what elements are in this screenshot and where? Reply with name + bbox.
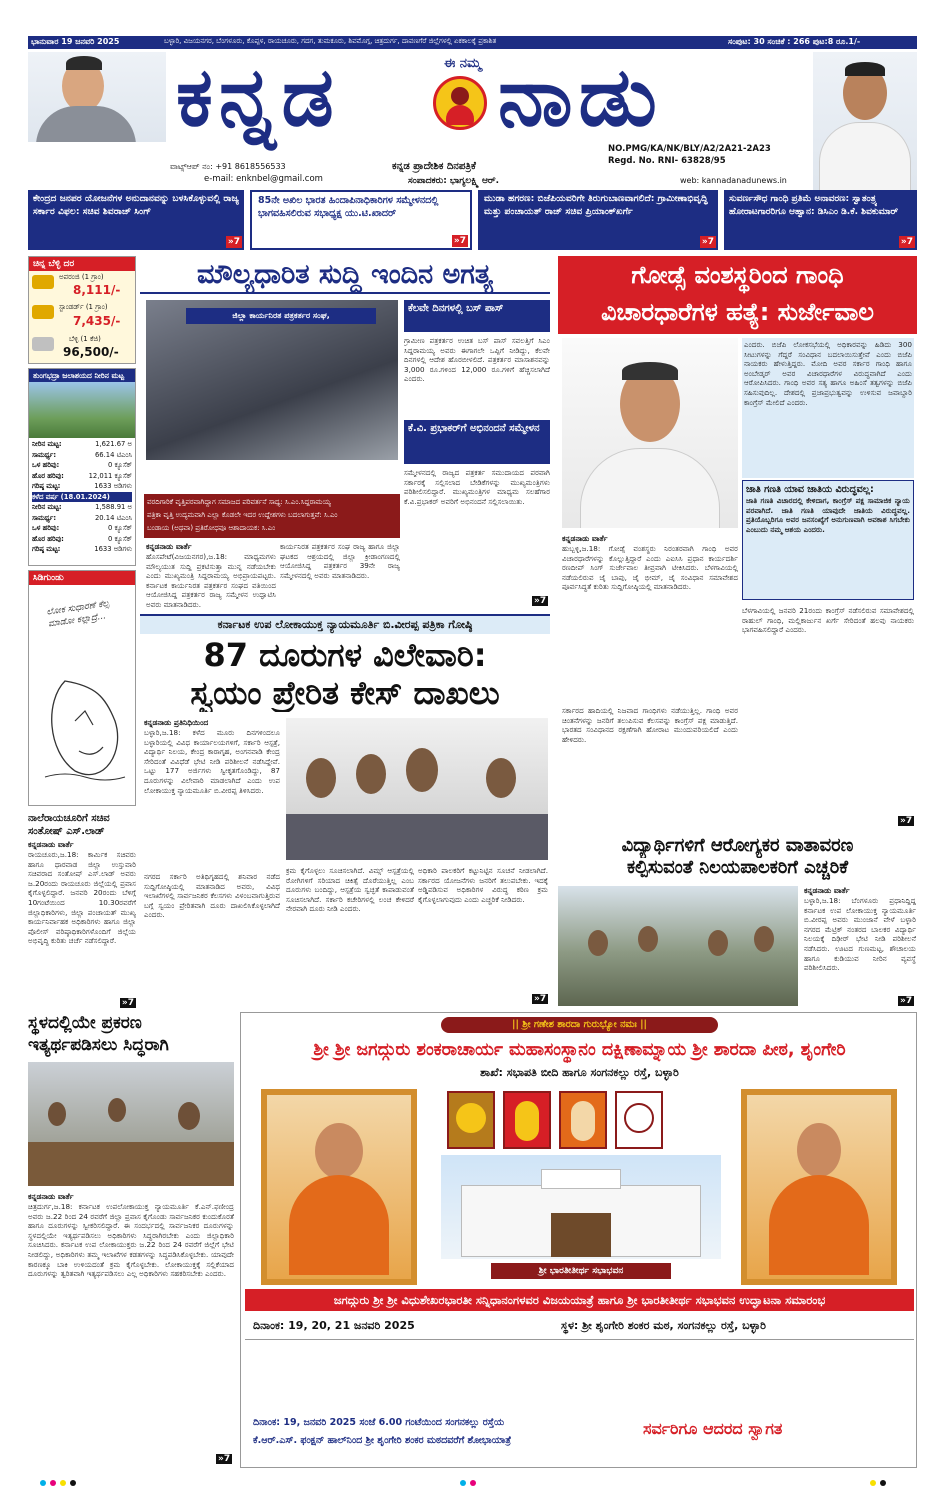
dam-row-label: ಹೊರ ಹರಿವು: — [32, 471, 64, 480]
story-1-bullet-3: ಬಂಡಾಯ (ಅಥವಾ) ಪ್ರತಿರೋಧವೂ ಆಶಾದಾಯಕ: ಸಿ.ಎಂ — [147, 524, 276, 532]
story-1-photo-banner: ಜಿಲ್ಲಾ ಕಾರ್ಯನಿರತ ಪತ್ರಕರ್ತರ ಸಂಘ, — [186, 308, 376, 324]
story-1-body-1: ಹೊಸಪೇಟೆ(ವಿಜಯನಗರ),ಜ.18: ಮಾಧ್ಯಮಗಳು ಮೌಲ್ಯಯುತ ಸುದ್ದಿ ಪ್ರಕಟಿಸುತ್ತಾ ಮುನ್ನ ನಡೆಯಬೇಕು ಎಂದು ಮುಖ್ಯಮಂತ್ರಿ ಸಿದ್ದರಾಮಯ್ಯ ಅಭಿಪ್ರಾಯಪಟ್ಟರು. ಕರ್ನಾಟಕ ಕಾರ್ಯನಿರತ ಪತ್ರಕರ್ತರ ಸಂಘದ ವತಿಯಿಂದ ಆಯೋಜಿಸಿದ್ದ ಪತ್ರಕರ್ತರ ರಾಜ್ಯ ಸಮ್ಮೇಳನ ಉದ್ಘಾಟಿಸಿ ಅವರು ಮಾತನಾಡಿದರು. — [146, 552, 276, 608]
story-5 — [28, 1012, 234, 1468]
story-1-bullet-1: ವರದಿಗಾರಿಕೆ ವೃತ್ತಿಪರವಾಗಿದ್ದಾಗ ಸಮಾಜದ ಪರಿವರ್ತನೆ ಸಾಧ್ಯ: ಸಿ.ಎಂ.ಸಿದ್ದರಾಮಯ್ಯ — [147, 498, 331, 506]
teaser-1-text: ಕೇಂದ್ರದ ಜನಪರ ಯೋಜನೆಗಳ ಅನುದಾನವನ್ನು ಬಳಸಿಕೊಳ್ಳುವಲ್ಲಿ ರಾಜ್ಯ ಸರ್ಕಾರ ವಿಫಲ: ಸಚಿವ ಶಿವರಾಜ್ ಸಿಂಗ್ — [33, 193, 239, 217]
registration-line: NO.PMG/KA/NK/BLY/A2/2A21-2A23 — [608, 144, 771, 154]
rni-number: Regd. No. RNI- 63828/95 — [608, 156, 726, 166]
dam-row — [32, 460, 132, 471]
gold-rate-title: ಚಿನ್ನ ಬೆಳ್ಳಿ ದರ — [29, 257, 135, 271]
teaser-1-more[interactable]: »7 — [227, 236, 240, 247]
story-2-byline: ಕನ್ನಡನಾಡು ವಾರ್ತೆ — [562, 534, 608, 543]
dam-row-label: ಒಳ ಹರಿವು: — [32, 524, 60, 532]
ad-portrait-right — [741, 1089, 897, 1285]
story-3-headline-2: ಸ್ವಯಂ ಪ್ರೇರಿತ ಕೇಸ್ ದಾಖಲು — [190, 674, 500, 712]
cartoon-box — [28, 570, 136, 806]
left-sidebar — [28, 256, 136, 1008]
teaser-row — [28, 190, 917, 252]
masthead-title-right: ನಾಡು — [498, 49, 663, 145]
ad-branch: ಶಾಖೆ: ಸಭಾಪತಿ ಬೀದಿ ಹಾಗೂ ಸಂಗನಕಲ್ಲು ರಸ್ತೆ, ಬಳ್ಳಾರಿ — [480, 1066, 679, 1079]
story-4-headline-2: ಕಲ್ಪಿಸುವಂತೆ ನಿಲಯಪಾಲಕರಿಗೆ ಎಚ್ಚರಿಕೆ — [626, 857, 849, 878]
gold1-price: 8,111/- — [73, 283, 121, 297]
side-story-more[interactable]: »7 — [121, 998, 134, 1008]
story-4 — [558, 834, 917, 1008]
gold-coin-icon — [32, 275, 54, 289]
top-strip — [28, 36, 917, 49]
story-4-body: ಬಳ್ಳಾರಿ,ಜ.18: ಬೆಂಗಳೂರು ಪ್ರಧಾನಿದ್ದಿದ್ದ ಕರ್ನಾಟಕ ಉಪ ಲೋಕಾಯುಕ್ತ ನ್ಯಾಯಮೂರ್ತಿ ಬಿ.ವೀರಪ್ಪ ಅವರು ಮುಂಜಾನೆ ವೇಳೆ ಬಳ್ಳಾರಿ ನಗರದ ಮೆಟ್ರಿಕ್ ನಂತರದ ಬಾಲಕರ ವಿದ್ಯಾರ್ಥಿ ನಿಲಯಕ್ಕೆ ದಿಢೀರ್ ಭೇಟಿ ನೀಡಿ ಪರಿಶೀಲನೆ ನಡೆಸಿದರು. ಊಟದ ಗುಣಮಟ್ಟ, ಶೌಚಾಲಯ ಹಾಗೂ ಕುಡಿಯುವ ನೀರಿನ ವ್ಯವಸ್ಥೆ ಪರಿಶೀಲಿಸಿದರು. — [804, 896, 916, 973]
dam-photo — [29, 382, 135, 438]
cartoon-title: ಸಿಡಿಗುಂಡು — [29, 571, 135, 585]
story-2-body-2: ಸರ್ಕಾರದ ಹಾದಿಯಲ್ಲಿ ನಿಜವಾದ ಗಾಂಧಿಗಳು ನಡೆಯುತ್ತಿಲ್ಲ. ಗಾಂಧಿ ಅವರ ಚಿಂತನೆಗಳನ್ನು ಜನರಿಗೆ ತಲುಪಿಸುವ ಕೆಲಸವನ್ನು ಕಾಂಗ್ರೆಸ್ ಪಕ್ಷ ಮಾಡುತ್ತಿದೆ. ಭಾರತದ ಸಂವಿಧಾನದ ರಕ್ಷಣೆಗಾಗಿ ಹೋರಾಟ ಮುಂದುವರಿಯಲಿದೆ ಎಂದು ಹೇಳಿದರು. — [562, 706, 738, 744]
dam-row-label: ನೀರಿನ ಮಟ್ಟ: — [32, 440, 62, 448]
ad-procession-route: ಕೆ.ಆರ್.ಎಸ್. ಫಂಕ್ಷನ್ ಹಾಲ್‌ನಿಂದ ಶ್ರೀ ಶೃಂಗೇರಿ ಶಂಕರ ಮಠದವರೆಗೆ ಶೋಭಾಯಾತ್ರೆ — [253, 1435, 512, 1446]
ad-top-line: || ಶ್ರೀ ಗಣೇಶ ಶಾರದಾ ಗುರುಭ್ಯೋ ನಮಃ || — [441, 1017, 718, 1033]
teaser-2[interactable] — [250, 190, 472, 250]
dam-row — [32, 450, 132, 461]
ad-coin-frame-icon — [447, 1091, 495, 1149]
story-1-bullets — [144, 494, 400, 538]
teaser-2-more[interactable]: »7 — [453, 235, 466, 246]
dam-row-label: ಕಳೆದ ವರ್ಷ (18.01.2024) — [32, 492, 110, 501]
dam-row — [32, 439, 132, 450]
story-2-headline-1: ಗೋಡ್ಸೆ ವಂಶಸ್ಥರಿಂದ ಗಾಂಧಿ — [631, 261, 844, 289]
gold-bar-icon — [32, 305, 54, 319]
story-3-photo — [286, 718, 548, 860]
dam-row — [32, 502, 132, 513]
story-1-sub1-body: ಗ್ರಾಮೀಣ ಪತ್ರಕರ್ತರ ಉಚಿತ ಬಸ್ ಪಾಸ್ ಸವಲತ್ತಿಗೆ ಸಿಎಂ ಸಿದ್ದರಾಮಯ್ಯ ಅವರು ಈಗಾಗಲೇ ಒಪ್ಪಿಗೆ ನೀಡಿದ್ದು, ಕೆಲವೇ ದಿನಗಳಲ್ಲಿ ಆದೇಶ ಹೊರಬೀಳಲಿದೆ. ಪತ್ರಕರ್ತರ ಮಾಸಾಶನವನ್ನು 3,000 ರೂ.ಗಳಿಂದ 12,000 ರೂ.ಗಳಿಗೆ ಹೆಚ್ಚಿಸಲಾಗಿದೆ ಎಂದರು. — [404, 336, 550, 384]
gold-rate-box — [28, 256, 136, 364]
ad-portrait-left — [261, 1089, 417, 1285]
story-3-more[interactable]: »7 — [534, 994, 547, 1004]
silver-bar-icon — [32, 337, 54, 351]
story-1-headline: ಮೌಲ್ಯಧಾರಿತ ಸುದ್ದಿ ಇಂದಿನ ಅಗತ್ಯ — [140, 256, 550, 294]
teaser-3-text: ಮುಡಾ ಹಗರಣ: ಬಿಜೆಪಿಯವರಿಗೇ ತಿರುಗುಬಾಣವಾಗಲಿದೆ: ಗ್ರಾಮೀಣಾಭಿವೃದ್ಧಿ ಮತ್ತು ಪಂಚಾಯತ್ ರಾಜ್ ಸಚಿವ ಪ್ರಿಯಾಂಕ್‌ಖರ್ಗೆ — [484, 193, 708, 217]
bhuvaneshwari-emblem-icon — [433, 76, 487, 130]
story-5-more[interactable]: »7 — [218, 1454, 231, 1464]
story-1-body-2: ಕಾರ್ಯನಿರತ ಪತ್ರಕರ್ತರ ಸಂಘ ರಾಜ್ಯ ಹಾಗೂ ಜಿಲ್ಲಾ ಘಟಕದ ಆಶ್ರಯದಲ್ಲಿ ಜಿಲ್ಲಾ ಕ್ರೀಡಾಂಗಣದಲ್ಲಿ ಆಯೋಜಿಸಿದ್ದ ಪತ್ರಕರ್ತರ 39ನೇ ರಾಜ್ಯ ಸಮ್ಮೇಳನದಲ್ಲಿ ಅವರು ಮಾತನಾಡಿದರು. — [280, 542, 400, 580]
issue-date: ಭಾನುವಾರ 19 ಜನವರಿ 2025 — [31, 37, 120, 46]
dam-data-table — [29, 438, 135, 556]
story-3-headline-1: 87 ದೂರುಗಳ ವಿಲೇವಾರಿ: — [203, 636, 487, 674]
whatsapp-number: ವಾಟ್ಸ್ಆಪ್ ನಂ: +91 8618556533 — [170, 162, 286, 171]
ad-venue: ಸ್ಥಳ: ಶ್ರೀ ಶೃಂಗೇರಿ ಶಂಕರ ಮಠ, ಸಂಗನಕಲ್ಲು ರಸ್ತೆ, ಬಳ್ಳಾರಿ — [561, 1319, 766, 1332]
masthead-title-small: ಈ ನಮ್ಮ — [444, 56, 482, 71]
dam-row-value: 66.14 ಟಿಎಂಸಿ — [94, 450, 132, 459]
dam-row — [32, 534, 132, 545]
ad-procession-date: ದಿನಾಂಕ: 19, ಜನವರಿ 2025 ಸಂಜೆ 6.00 ಗಂಟೆಯಿಂದ ಸಂಗನಕಲ್ಲು ರಸ್ತೆಯ — [253, 1417, 505, 1428]
tagline: ಕನ್ನಡ ಪ್ರಾದೇಶಿಕ ದಿನಪತ್ರಿಕೆ — [392, 161, 476, 172]
dam-row-value: 1,621.67 ಅ — [95, 440, 132, 448]
dam-row-label: ಒಳ ಹರಿವು: — [32, 461, 60, 469]
side-story-byline: ಕನ್ನಡನಾಡು ವಾರ್ತೆ — [28, 840, 74, 849]
story-1-photo — [146, 300, 398, 460]
teaser-1[interactable] — [28, 190, 244, 250]
story-3-body-4: ಅಧಿಕಾರಿ ಪಾಲಕರಿಗೆ ಕಟ್ಟುನಿಟ್ಟಿನ ಸೂಚನೆ ನೀಡಲಾಗಿದೆ. ಸರ್ಕಾರದ ಯೋಜನೆಗಳು ಜನರಿಗೆ ತಲುಪಬೇಕು. ಇದಕ್ಕೆ ಅಡ್ಡಿಪಡಿಸುವ ಅಧಿಕಾರಿಗಳ ವಿರುದ್ಧ ಕಠಿಣ ಕ್ರಮ ಕೈಗೊಳ್ಳಲಾಗುವುದು ಎಂದು ಎಚ್ಚರಿಕೆ ನೀಡಿದರು. — [418, 866, 548, 904]
silver-label: ಬೆಳ್ಳಿ (1 ಕೆಜಿ) — [69, 335, 101, 343]
dam-row-value: 0 ಕ್ಯೂಸೆಕ್ — [108, 524, 132, 532]
dam-row-label: ಗರಿಷ್ಠ ಮಟ್ಟ: — [32, 482, 61, 490]
teaser-4-more[interactable]: »7 — [900, 236, 913, 247]
dam-row-value: 1633 ಅಡಿಗಳು — [94, 545, 132, 553]
story-2-box-body: ಜಾತಿ ಗಣತಿ ವಿಚಾರದಲ್ಲಿ ಕೇಳಿದಾಗ, ಕಾಂಗ್ರೆಸ್ ಪಕ್ಷ ಸಾಮಾಜಿಕ ನ್ಯಾಯ ಪರವಾಗಿದೆ. ಜಾತಿ ಗಣತಿ ಯಾವುದೇ ಜಾತಿಯ ವಿರುದ್ಧವಲ್ಲ. ಪ್ರತಿಯೊಬ್ಬರಿಗೂ ಅವರ ಜನಸಂಖ್ಯೆಗೆ ಅನುಗುಣವಾಗಿ ಅವಕಾಶ ಸಿಗಬೇಕು ಎಂಬುದು ನಮ್ಮ ಆಶಯ ಎಂದರು. — [746, 496, 910, 534]
story-2-body-3: ಬೆಳಗಾವಿಯಲ್ಲಿ ಜನವರಿ 21ರಂದು ಕಾಂಗ್ರೆಸ್ ನಡೆಸಲಿರುವ ಸಮಾವೇಶದಲ್ಲಿ ರಾಹುಲ್ ಗಾಂಧಿ, ಮಲ್ಲಿಕಾರ್ಜುನ ಖರ್ಗೆ ಸೇರಿದಂತೆ ಹಲವು ನಾಯಕರು ಭಾಗವಹಿಸಲಿದ್ದಾರೆ ಎಂದರು. — [742, 606, 914, 635]
story-3-body-2: ನಗರದ ಸರ್ಕಾರಿ ಅತಿಥಿಗೃಹದಲ್ಲಿ ಶನಿವಾರ ನಡೆದ ಸುದ್ದಿಗೋಷ್ಠಿಯಲ್ಲಿ ಮಾತನಾಡಿದ ಅವರು, ವಿವಿಧ ಇಲಾಖೆಗಳಲ್ಲಿ ಸಾರ್ವಜನಿಕರ ಕೆಲಸಗಳು ವಿಳಂಬವಾಗುತ್ತಿರುವ ಬಗ್ಗೆ ಸ್ವಯಂ ಪ್ರೇರಿತವಾಗಿ ದೂರು ದಾಖಲಿಸಿಕೊಳ್ಳಲಾಗಿದೆ ಎಂದರು. — [144, 872, 280, 920]
cartoon-caption: ಲೋಕ ಸುಧಾರಣೆ ಕೆಲ್ಸ ಮಾಡೋ ಕಲ್ಲಾದ್ರೆ... — [45, 598, 110, 630]
ad-building-caption: ಶ್ರೀ ಭಾರತೀತೀರ್ಥ ಸಭಾಭವನ — [491, 1263, 671, 1279]
story-2-photo — [562, 338, 738, 528]
story-5-byline: ಕನ್ನಡನಾಡು ವಾರ್ತೆ — [28, 1192, 74, 1201]
dam-row-value: 0 ಕ್ಯೂಸೆಕ್ — [108, 534, 132, 543]
teaser-3-more[interactable]: »7 — [701, 236, 714, 247]
dam-row-label: ಸಾಮರ್ಥ್ಯ: — [32, 513, 57, 522]
dam-row-value: 1633 ಅಡಿಗಳು — [94, 482, 132, 490]
story-2-headline-2: ವಿಚಾರಧಾರೆಗಳ ಹತ್ಯೆ: ಸುರ್ಜೇವಾಲ — [601, 298, 874, 326]
dam-row-value: 0 ಕ್ಯೂಸೆಕ್ — [108, 461, 132, 469]
dam-row — [32, 544, 132, 555]
story-1-more[interactable]: »7 — [534, 596, 547, 606]
dam-row — [32, 523, 132, 534]
story-4-photo — [558, 886, 798, 1006]
ad-dates: ದಿನಾಂಕ: 19, 20, 21 ಜನವರಿ 2025 — [253, 1319, 415, 1332]
side-story-body: ರಾಯಚೂರು,ಜ.18: ಕಾರ್ಮಿಕ ಸಚಿವರು ಹಾಗೂ ಧಾರವಾಡ ಜಿಲ್ಲಾ ಉಸ್ತುವಾರಿ ಸಚಿವರಾದ ಸಂತೋಷ್ ಎಸ್.ಲಾಡ್ ಅವರು ಜ.20ರಂದು ರಾಯಚೂರು ಜಿಲ್ಲೆಯಲ್ಲಿ ಪ್ರವಾಸ ಕೈಗೊಳ್ಳಲಿದ್ದಾರೆ. ಜನವರಿ 20ರಂದು ಬೆಳಿಗ್ಗೆ 10ಗಂಟೆಯಿಂದ 10.30ರವರೆಗೆ ಜಿಲ್ಲಾಧಿಕಾರಿಗಳು, ಜಿಲ್ಲಾ ಪಂಚಾಯತ್ ಮುಖ್ಯ ಕಾರ್ಯನಿರ್ವಾಹಕ ಅಧಿಕಾರಿಗಳು ಹಾಗೂ ಜಿಲ್ಲಾ ಪೊಲೀಸ್ ವರಿಷ್ಠಾಧಿಕಾರಿಗಳೊಂದಿಗೆ ಜಿಲ್ಲೆಯ ಅಭಿವೃದ್ಧಿ ಕುರಿತು ಚರ್ಚೆ ನಡೆಸಲಿದ್ದಾರೆ. — [28, 850, 136, 946]
story-3 — [140, 614, 550, 1008]
email-address: e-mail: enknbel@gmail.com — [204, 174, 323, 184]
story-1-bullet-2: ಪತ್ರಿಕಾ ವೃತ್ತಿ ಉದ್ಯಮವಾಗಿ ಎಲ್ಲಾ ಕೊಡಲೇ ಇದರ ಉದ್ದೇಶಗಳು ಬದಲಾಗುತ್ತವೆ: ಸಿ.ಎಂ — [147, 511, 338, 519]
right-portrait — [813, 52, 917, 192]
story-4-headline-1: ವಿದ್ಯಾರ್ಥಿಗಳಿಗೆ ಆರೋಗ್ಯಕರ ವಾತಾವರಣ — [621, 835, 854, 856]
dam-row — [32, 492, 132, 503]
story-3-body-3: ಕ್ರಮ ಕೈಗೊಳ್ಳಲು ಸೂಚಿಸಲಾಗಿದೆ. ವಿಮ್ಸ್ ಆಸ್ಪತ್ರೆಯಲ್ಲಿ ರೋಗಿಗಳಿಗೆ ಸರಿಯಾದ ಚಿಕಿತ್ಸೆ ದೊರೆಯುತ್ತಿಲ್ಲ ಎಂಬ ದೂರುಗಳು ಬಂದಿದ್ದು, ಆಸ್ಪತ್ರೆಯ ಸ್ವಚ್ಛತೆ ಕಾಪಾಡುವಂತೆ ಸೂಚಿಸಲಾಗಿದೆ. ಸರ್ಕಾರಿ ಕಚೇರಿಗಳಲ್ಲಿ ಲಂಚ ಕೇಳಿದರೆ ನೇರವಾಗಿ ದೂರು ನೀಡಿ ಎಂದರು. — [286, 866, 414, 914]
dam-title: ತುಂಗಭದ್ರಾ ಜಲಾಶಯದ ನೀರಿನ ಮಟ್ಟ — [29, 369, 135, 382]
story-1-sub2-body: ಸಮ್ಮೇಳನದಲ್ಲಿ ರಾಜ್ಯದ ಪತ್ರಕರ್ತ ಸಮುದಾಯದ ಪರವಾಗಿ ಸರ್ಕಾರಕ್ಕೆ ಸಲ್ಲಿಸಲಾದ ಬೇಡಿಕೆಗಳನ್ನು ಮುಖ್ಯಮಂತ್ರಿಗಳು ಪರಿಶೀಲಿಸಲಿದ್ದಾರೆ. ಮುಖ್ಯಮಂತ್ರಿಗಳ ಮಾಧ್ಯಮ ಸಲಹೆಗಾರ ಕೆ.ವಿ.ಪ್ರಭಾಕರ್ ಅವರಿಗೆ ಅಭಿನಂದನೆ ಸಲ್ಲಿಸಲಾಯಿತು. — [404, 468, 550, 506]
story-3-kicker: ಕರ್ನಾಟಕ ಉಪ ಲೋಕಾಯುಕ್ತ ನ್ಯಾಯಮೂರ್ತಿ ಬಿ.ವೀರಪ್ಪ ಪತ್ರಿಕಾ ಗೋಷ್ಠಿ — [140, 614, 550, 634]
silver-price: 96,500/- — [63, 345, 119, 359]
story-2-side-body: ಎಂದರು. ಬಿಜೆಪಿ ಲೋಕಸಭೆಯಲ್ಲಿ ಅಧಿಕಾರವನ್ನು ಹಿಡಿದು 300 ಸೀಟುಗಳನ್ನು ಗೆದ್ದರೆ ಸಂವಿಧಾನ ಬದಲಾಯಿಸುತ್ತೇವೆ ಎಂದು ಬಿಜೆಪಿ ನಾಯಕರು ಹೇಳುತ್ತಿದ್ದರು. ಮೋದಿ ಅವರ ಸರ್ಕಾರ ಗಾಂಧಿ ಹಾಗೂ ಅಂಬೇಡ್ಕರ್ ಅವರ ವಿಚಾರಧಾರೆಗಳ ವಿರುದ್ಧವಾಗಿದೆ ಎಂದು ಆರೋಪಿಸಿದರು. ಗಾಂಧಿ ಅವರ ಸತ್ಯ ಹಾಗೂ ಅಹಿಂಸೆ ತತ್ವಗಳನ್ನು ಬಿಜೆಪಿ ಸಹಿಸುವುದಿಲ್ಲ. ದೇಶದಲ್ಲಿ ಪ್ರಜಾಪ್ರಭುತ್ವವನ್ನು ಉಳಿಸುವ ಜವಾಬ್ದಾರಿ ಕಾಂಗ್ರೆಸ್ ಮೇಲಿದೆ ಎಂದರು. — [742, 338, 914, 478]
dam-row-label: ಹೊರ ಹರಿವು: — [32, 534, 64, 543]
ad-logo-frame-icon — [615, 1091, 663, 1149]
left-portrait — [28, 52, 166, 142]
gold2-price: 7,435/- — [73, 314, 121, 328]
gold1-label: ಅಪರಂಜಿ (1 ಗ್ರಾಂ) — [59, 273, 104, 281]
story-4-byline: ಕನ್ನಡನಾಡು ವಾರ್ತೆ — [804, 886, 850, 895]
ad-title: ಶ್ರೀ ಶ್ರೀ ಜಗದ್ಗುರು ಶಂಕರಾಚಾರ್ಯ ಮಹಾಸಂಸ್ಥಾನಂ ದಕ್ಷಿಣಾಮ್ನಾಯ ಶ್ರೀ ಶಾರದಾ ಪೀಠ, ಶೃಂಗೇರಿ — [313, 1040, 846, 1060]
story-2 — [558, 256, 917, 828]
dam-row-label: ಗರಿಷ್ಠ ಮಟ್ಟ: — [32, 545, 61, 553]
dam-row-value: 12,011 ಕ್ಯೂಸೆಕ್ — [88, 471, 132, 480]
ad-goddess-frame-icon — [503, 1091, 551, 1149]
advertisement — [240, 1012, 917, 1468]
side-story-title: ನಾಲೆರಾಯಚೂರಿಗೆ ಸಚಿವ ಸಂತೋಷ್ ಎಸ್.ಲಾಡ್ — [28, 813, 110, 837]
website: web: kannadanadunews.in — [680, 176, 787, 185]
story-1 — [140, 256, 550, 610]
story-5-photo — [28, 1062, 234, 1186]
dam-row — [32, 471, 132, 482]
story-2-headline-box — [558, 256, 917, 334]
masthead-title-left: ಕನ್ನಡ — [176, 49, 340, 145]
story-2-box — [742, 480, 914, 600]
editor-name: ಸಂಪಾದಕರು: ಭಾಗ್ಯಲಕ್ಷ್ಮಿ ಆರ್. — [408, 176, 500, 186]
ad-guru-frame-icon — [559, 1091, 607, 1149]
story-4-more[interactable]: »7 — [900, 996, 913, 1006]
story-3-byline: ಕನ್ನಡನಾಡು ಪ್ರತಿನಿಧಿಯಿಂದ — [144, 718, 209, 727]
side-story — [28, 812, 136, 1008]
story-1-sub2: ಕೆ.ವಿ. ಪ್ರಭಾಕರ್‌ಗೆ ಅಭಿನಂದನೆ ಸಮ್ಮೇಳನ — [404, 420, 550, 464]
story-2-box-title: ಜಾತಿ ಗಣತಿ ಯಾವ ಜಾತಿಯ ವಿರುದ್ಧವಲ್ಲ: — [746, 484, 874, 495]
dam-row — [32, 513, 132, 524]
editions-line: ಬಳ್ಳಾರಿ, ವಿಜಯನಗರ, ಬೆಂಗಳೂರು, ಕೊಪ್ಪಳ, ರಾಯಚೂರು, ಗದಗ, ತುಮಕೂರು, ಶಿವಮೊಗ್ಗ, ಚಿತ್ರದುರ್ಗ, ದಾವಣಗೆರೆ ಜಿಲ್ಲೆಗಳಲ್ಲಿ ಏಕಕಾಲಕ್ಕೆ ಪ್ರಕಾಶಿತ — [164, 37, 497, 45]
issue-info: ಸಂಪುಟ: 30 ಸಂಚಿಕೆ : 266 ಪುಟ:8 ರೂ.1/- — [728, 37, 861, 46]
story-1-byline: ಕನ್ನಡನಾಡು ವಾರ್ತೆ — [146, 542, 192, 551]
ad-welcome: ಸರ್ವರಿಗೂ ಆದರದ ಸ್ವಾಗತ — [643, 1419, 783, 1438]
teaser-4-text: ಸುವರ್ಣಸೌಧ ಗಾಂಧಿ ಪ್ರತಿಮೆ ಅನಾವರಣ: ಸ್ವಾತಂತ್ರ್ಯ ಹೋರಾಟಗಾರರಿಗೂ ಆಹ್ವಾನ: ಡಿಸಿಎಂ ಡಿ.ಕೆ. ಶಿವಕುಮಾರ್ — [729, 194, 899, 217]
story-1-sub1: ಕೆಲವೇ ದಿನಗಳಲ್ಲಿ ಬಸ್ ಪಾಸ್ — [404, 300, 550, 332]
dam-row-value: 20.14 ಟಿಎಂಸಿ — [94, 513, 132, 522]
story-5-body: ಚಿತ್ರದುರ್ಗ,ಜ.18: ಕರ್ನಾಟಕ ಉಪಲೋಕಾಯುಕ್ತ ನ್ಯಾಯಮೂರ್ತಿ ಕೆ.ಎನ್.ಫಣೀಂದ್ರ ಅವರು ಜ.22 ರಿಂದ 24 ರವರೆಗೆ ಜಿಲ್ಲಾ ಪ್ರವಾಸ ಕೈಗೊಂಡು ಸಾರ್ವಜನಿಕರ ಕುಂದುಕೊರತೆ ಹಾಗೂ ದೂರುಗಳನ್ನು ಸ್ವೀಕರಿಸಲಿದ್ದಾರೆ. ಈ ಸಂದರ್ಭದಲ್ಲಿ ಸಾರ್ವಜನಿಕರ ದೂರುಗಳನ್ನು ಸ್ಥಳದಲ್ಲಿಯೇ ಇತ್ಯರ್ಥಪಡಿಸಲು ಅಧಿಕಾರಿಗಳು ಸಿದ್ಧರಾಗಿರಬೇಕು ಎಂದು ಜಿಲ್ಲಾಧಿಕಾರಿ ಸೂಚಿಸಿದರು. ಕರ್ನಾಟಕ ಉಪ ಲೋಕಾಯುಕ್ತರು ಜ.22 ರಿಂದ 24 ರವರೆಗೆ ಜಿಲ್ಲೆಗೆ ಭೇಟಿ ನೀಡಲಿದ್ದು, ಅಧಿಕಾರಿಗಳು ತಮ್ಮ ಇಲಾಖೆಗಳ ಕಡತಗಳನ್ನು ಸಿದ್ಧಪಡಿಸಿಕೊಳ್ಳಬೇಕು. ಯಾವುದೇ ಕಾರಣಕ್ಕೂ ಬಾಕಿ ಉಳಿಯದಂತೆ ಕ್ರಮ ಕೈಗೊಳ್ಳಬೇಕು. ಲೋಕಾಯುಕ್ತಕ್ಕೆ ಸಲ್ಲಿಕೆಯಾದ ದೂರುಗಳನ್ನು ತ್ವರಿತವಾಗಿ ಇತ್ಯರ್ಥಪಡಿಸಲು ಎಲ್ಲ ಅಧಿಕಾರಿಗಳು ಸಹಕರಿಸಬೇಕು ಎಂದರು. — [28, 1202, 234, 1279]
story-2-body-1: ಹುಬ್ಬಳ್ಳಿ,ಜ.18: ಗೋಡ್ಸೆ ವಂಶಸ್ಥರು ನಿರಂತರವಾಗಿ ಗಾಂಧಿ ಅವರ ವಿಚಾರಧಾರೆಗಳನ್ನು ಕೊಲ್ಲುತ್ತಿದ್ದಾರೆ ಎಂದು ಎಐಸಿಸಿ ಪ್ರಧಾನ ಕಾರ್ಯದರ್ಶಿ ರಣದೀಪ್ ಸಿಂಗ್ ಸುರ್ಜೇವಾಲ ತೀವ್ರವಾಗಿ ಟೀಕಿಸಿದರು. ಬೆಳಗಾವಿಯಲ್ಲಿ ನಡೆಯಲಿರುವ ಜೈ ಬಾಪು, ಜೈ ಭೀಮ್, ಜೈ ಸಂವಿಧಾನ ಸಮಾವೇಶದ ಪೂರ್ವಸಿದ್ಧತೆ ಕುರಿತು ಸುದ್ದಿಗೋಷ್ಠಿಯಲ್ಲಿ ಮಾತನಾಡಿದರು. — [562, 544, 738, 592]
dam-row — [32, 481, 132, 492]
dam-row-value: 1,588.91 ಅ — [95, 503, 132, 511]
teaser-3[interactable] — [478, 190, 718, 250]
masthead — [28, 49, 917, 192]
teaser-2-text: 85ನೇ ಅಖಿಲ ಭಾರತ ಹಿಂದಾಪಿನಾಧಿಕಾರಿಗಳ ಸಮ್ಮೇಳನದಲ್ಲಿ ಭಾಗವಹಿಸಲಿರುವ ಸಭಾಧ್ಯಕ್ಷ ಯು.ಟಿ.ಖಾದರ್ — [258, 195, 439, 219]
ad-building-image — [441, 1155, 721, 1259]
story-2-more[interactable]: »7 — [900, 816, 913, 826]
gold2-label: ಸ್ಟಾಂಡರ್ಡ್ (1 ಗ್ರಾಂ) — [59, 303, 108, 311]
dam-level-box — [28, 368, 136, 566]
story-5-headline-1: ಸ್ಥಳದಲ್ಲಿಯೇ ಪ್ರಕರಣ — [28, 1013, 142, 1033]
story-3-body-1: ಬಳ್ಳಾರಿ,ಜ.18: ಕಳೆದ ಮೂರು ದಿನಗಳಿಂದಲೂ ಬಳ್ಳಾರಿಯಲ್ಲಿ ವಿವಿಧ ಕಾರ್ಯಾಲಯಗಳಿಗೆ, ಸರ್ಕಾರಿ ಆಸ್ಪತ್ರೆ, ವಿದ್ಯಾರ್ಥಿ ನಿಲಯ, ಕೇಂದ್ರ ಕಾರಾಗೃಹ, ಅಂಗನವಾಡಿ ಕೇಂದ್ರ ಸೇರಿದಂತೆ ವಿವಿಧೆಡೆ ಭೇಟಿ ನೀಡಿ ಪರಿಶೀಲನೆ ನಡೆಸಿದ್ದೇವೆ. ಒಟ್ಟು 177 ಅರ್ಜಿಗಳು ಸ್ವೀಕೃತಗೊಂಡಿದ್ದು, 87 ದೂರುಗಳನ್ನು ವಿಲೇವಾರಿ ಮಾಡಲಾಗಿದೆ ಎಂದು ಉಪ ಲೋಕಾಯುಕ್ತ ನ್ಯಾಯಮೂರ್ತಿ ಬಿ.ವೀರಪ್ಪ ತಿಳಿಸಿದರು. — [144, 728, 280, 795]
dam-row-label: ಸಾಮರ್ಥ್ಯ: — [32, 450, 57, 459]
dam-row-label: ನೀರಿನ ಮಟ್ಟ: — [32, 503, 62, 511]
story-5-headline-2: ಇತ್ಯರ್ಥಪಡಿಸಲು ಸಿದ್ಧರಾಗಿ — [28, 1035, 169, 1055]
ad-event: ಜಗದ್ಗುರು ಶ್ರೀ ಶ್ರೀ ವಿಧುಶೇಖರಭಾರತೀ ಸನ್ನಿಧಾನಂಗಳವರ ವಿಜಯಯಾತ್ರೆ ಹಾಗೂ ಶ್ರೀ ಭಾರತೀತೀರ್ಥ ಸಭಾಭವನ ಉದ್ಘಾಟನಾ ಸಮಾರಂಭ — [245, 1289, 914, 1311]
teaser-4[interactable] — [724, 190, 917, 250]
